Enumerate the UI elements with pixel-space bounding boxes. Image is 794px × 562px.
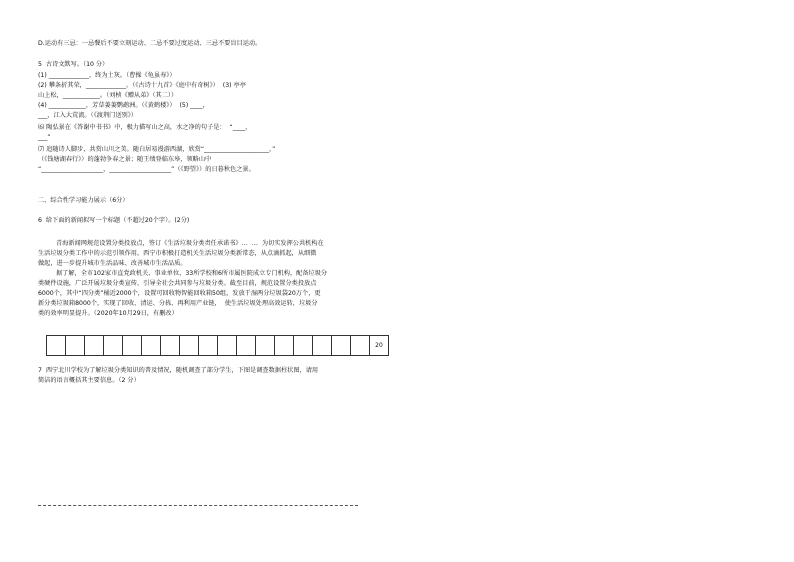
news-para-2-line-2: 类硬件设施，广泛开展垃圾分类宣传，引导全社会共同参与垃圾分类。截至目前，规范设置分类投放点	[38, 280, 317, 287]
q5-item-3-cont: 山上松，____________。（刘桢《赠从弟》（其二））	[38, 92, 178, 99]
answer-cell[interactable]	[294, 336, 313, 355]
answer-grid[interactable]	[46, 335, 389, 356]
answer-cell[interactable]	[47, 336, 66, 355]
question-6-prompt: 6 给下面的新闻拟写一个标题（不超过20个字）。(2分)	[38, 217, 190, 224]
question-5-heading: 5 古诗文默写。（10 分）	[38, 61, 109, 68]
answer-cell[interactable]	[351, 336, 370, 355]
q5-item-4-5: (4) ____________，芳草萋萋鹦鹉洲。（《黄鹤楼》） (5) ____，	[38, 102, 209, 109]
q5-item-7-cont-1: （《钱塘湖春行》）的蓬勃争春之景；随王绩登临东皋，领略山中	[38, 156, 212, 163]
news-para-2-line-5: 类的效率明显提升。（2020年10月29日，有删改）	[38, 310, 178, 317]
q5-item-7-cont-2: “____________________，____________________”（《野望》）的日暮秋色之景。	[38, 166, 255, 173]
answer-cell[interactable]	[123, 336, 142, 355]
q5-item-5-cont: ___，江入大荒流。（《渡荆门送别》）	[38, 112, 137, 119]
news-para-1-line-3: 做起，进一步提升城市生活品味、改善城市生活品质。	[38, 260, 187, 267]
news-para-1-line-2: 生活垃圾分类工作中的示范引领作用，西宁市积极打造机关生活垃圾分类新常态，从点滴抓起，从细微	[38, 250, 317, 257]
answer-cell[interactable]	[218, 336, 237, 355]
q5-item-6-cont: ___”	[38, 134, 51, 141]
answer-cell[interactable]	[180, 336, 199, 355]
answer-cell[interactable]	[104, 336, 123, 355]
answer-cell[interactable]	[256, 336, 275, 355]
question-7-line-1: 7 西宁北川学校为了解垃圾分类知识的普及情况，随机调查了部分学生，下图是调查数据柱状图，请用	[38, 367, 319, 374]
news-para-2-line-4: 新分类垃圾箱8000个，实现了回收、清运、分拣、再利用产业链， 使生活垃圾处理高效运转，垃圾分	[38, 300, 318, 307]
q5-item-7: ⑺ 追随诗人脚步，共赏山川之美。随白居易漫游西湖，欣赏“_____________________，”	[38, 146, 276, 153]
q5-item-2-3: (2) 攀条折其荣，_____________。（《古诗十九首》《庭中有奇树》） (3) 亭亭	[38, 82, 246, 89]
answer-cell-limit-label: 20	[370, 336, 389, 355]
news-para-2-line-3: 6000个，其中“四分类”桶近2000个，设置可回收物智能回收箱50组，发放干湿两分垃圾袋20万个，更	[38, 290, 321, 297]
answer-cell[interactable]	[85, 336, 104, 355]
question-7-line-2: 简洁的语言概括其主要信息。（2 分）	[38, 377, 140, 384]
answer-cell[interactable]	[313, 336, 332, 355]
answer-cell[interactable]	[199, 336, 218, 355]
answer-cell[interactable]	[237, 336, 256, 355]
answer-cell[interactable]	[142, 336, 161, 355]
answer-cell[interactable]	[275, 336, 294, 355]
q5-item-1: (1) _____________，终为土灰。（曹操《龟虽寿》）	[38, 72, 176, 79]
answer-cell[interactable]	[161, 336, 180, 355]
footer-dashed-rule	[38, 505, 358, 506]
news-para-1-line-1: 青海新闻网规范设置分类投放点，签订《生活垃圾分类责任承诺书》… … 为切实发挥公共机构在	[56, 240, 324, 247]
answer-cell[interactable]	[332, 336, 351, 355]
news-para-2-line-1: 据了解，全市102家市直党政机关、事业单位，33所学校和6所市属医院成立专门机构，配备垃圾分	[56, 270, 328, 277]
answer-cell[interactable]	[66, 336, 85, 355]
option-d-text: D.运动有三忌：一忌餐后不要立刻运动、二忌不要过度运动、三忌不要盲目运动。	[38, 40, 262, 47]
q5-item-6: ⑹ 陶弘景在《答谢中书书》中，极力描写山之高，水之净的句子是： “____，	[38, 124, 252, 131]
section-2-heading: 二、综合性学习能力展示（6分）	[38, 197, 129, 204]
